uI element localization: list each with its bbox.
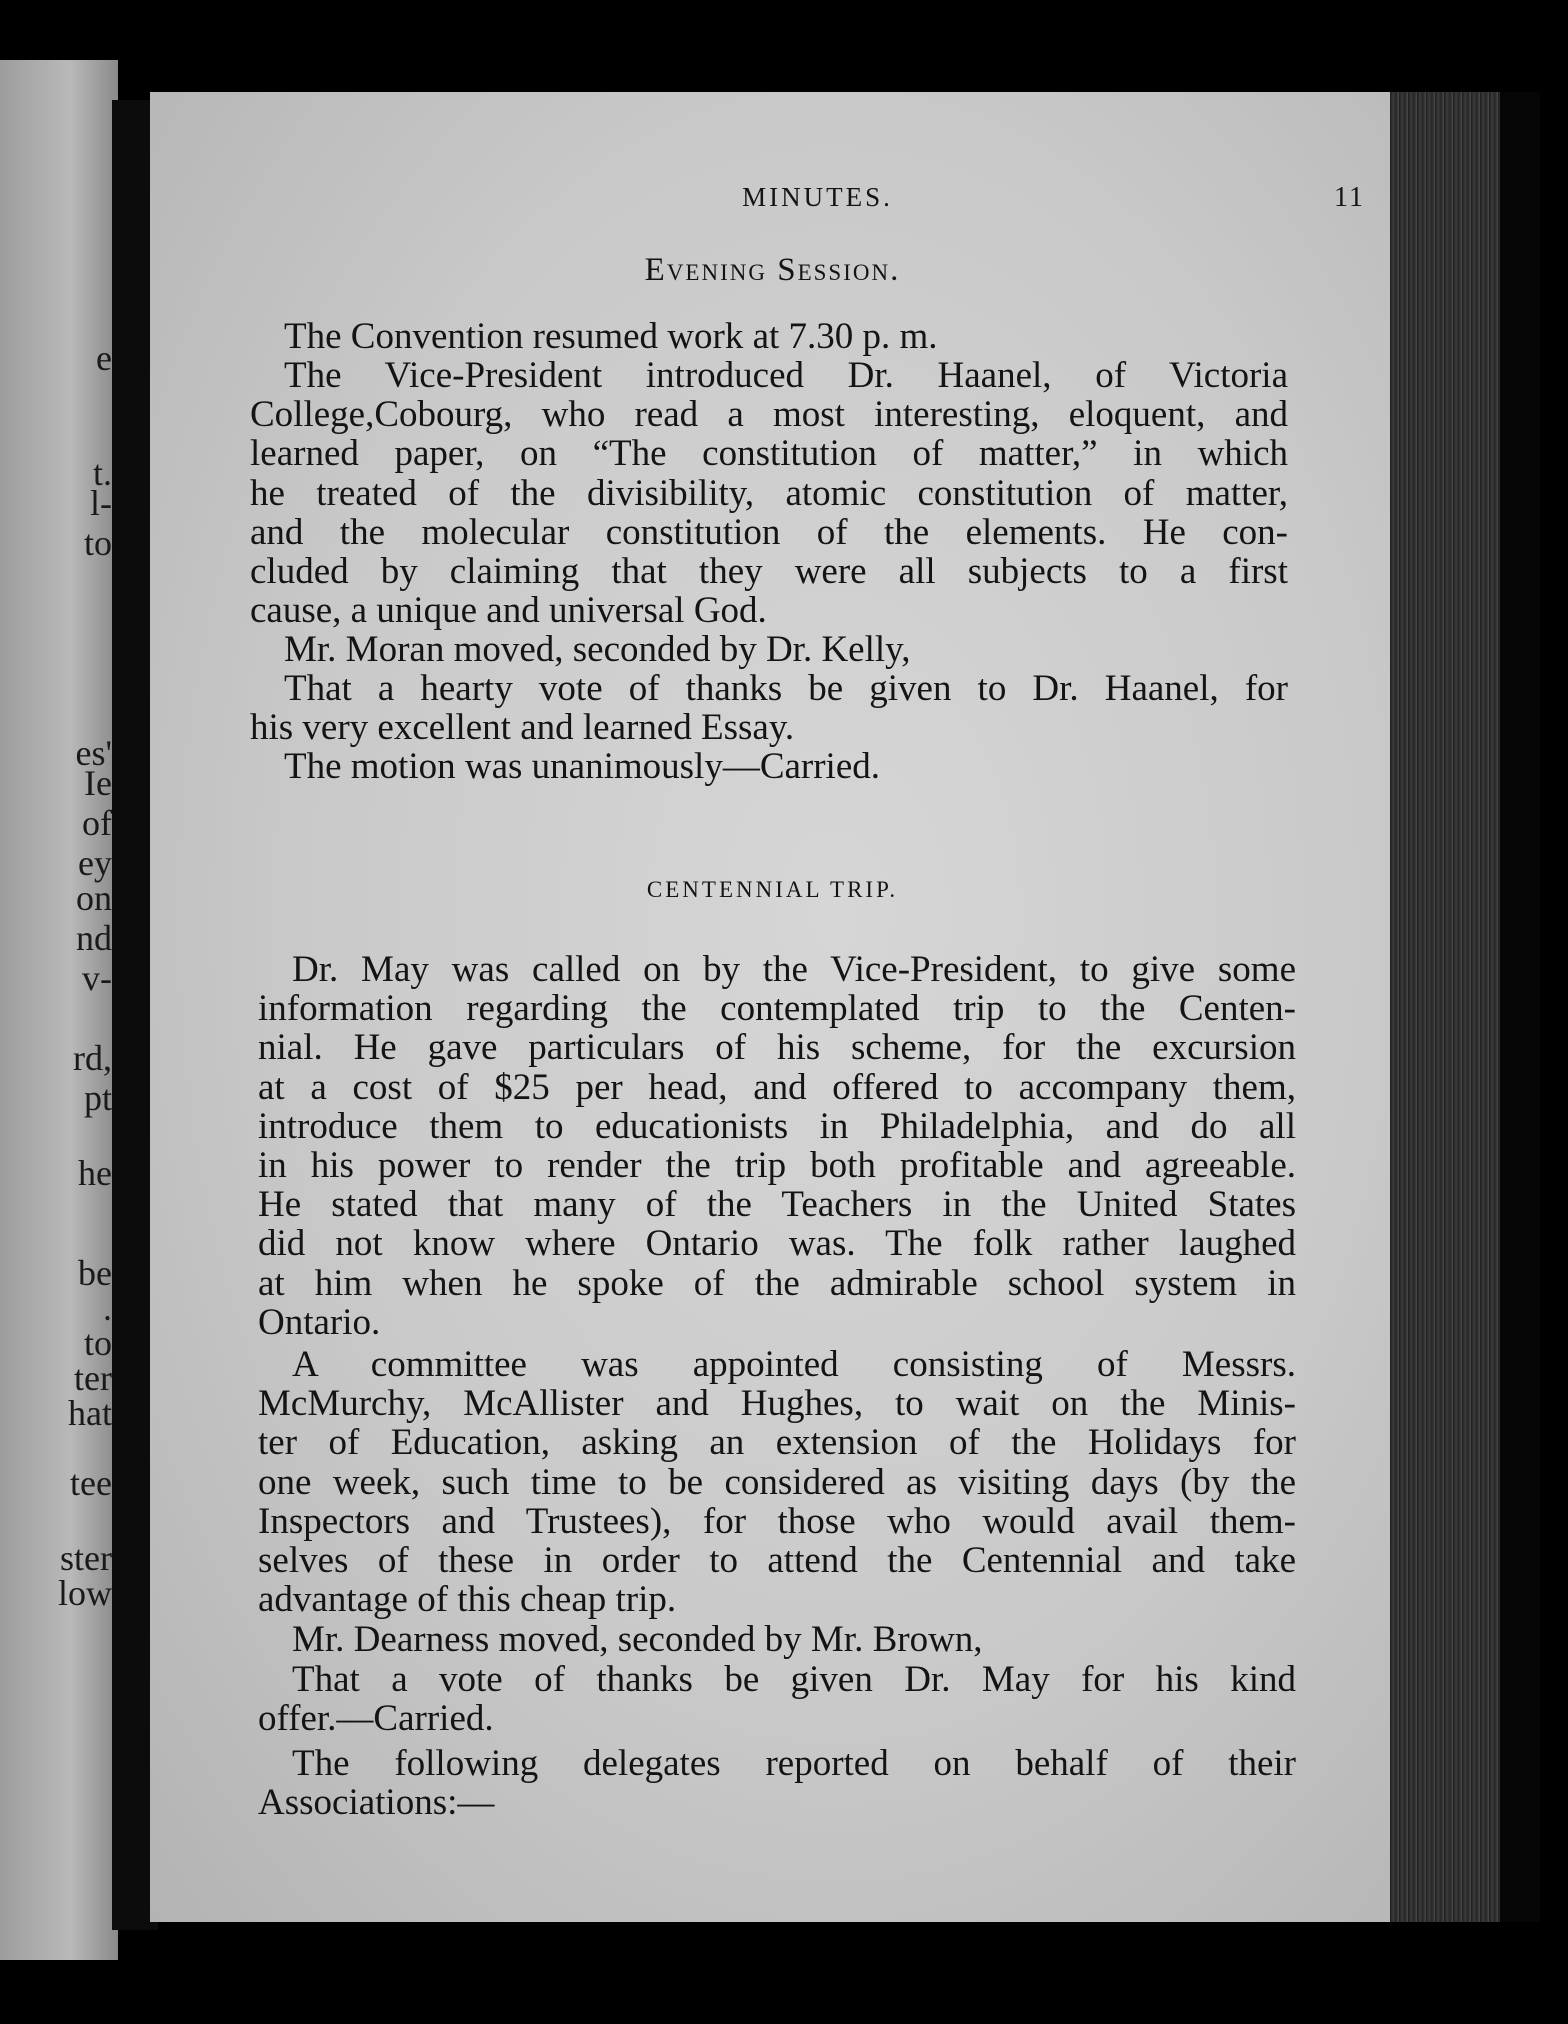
left-page-fragment: he	[78, 1153, 112, 1193]
text-line: Associations:—	[258, 1782, 495, 1824]
text-line: Ontario.	[258, 1301, 381, 1343]
text-line: That a hearty vote of thanks be given to Dr. Haanel, for	[284, 668, 1288, 709]
text-line: selves of these in order to attend the Centennial and take	[258, 1539, 1296, 1581]
text-line: cluded by claiming that they were all subjects to a first	[250, 550, 1288, 592]
section-heading-centennial: CENTENNIAL TRIP.	[646, 877, 899, 902]
paragraph	[258, 1660, 1296, 1738]
text-line: at a cost of $25 per head, and offered to accompany them,	[258, 1066, 1296, 1108]
text-line: he treated of the divisibility, atomic constitution of matter,	[250, 472, 1288, 514]
text-line: The Vice-President introduced Dr. Haanel, of Victoria	[284, 355, 1288, 396]
text-line: one week, such time to be considered as visiting days (by the	[258, 1461, 1296, 1503]
text-line: Inspectors and Trustees), for those who would avail them-	[258, 1500, 1296, 1542]
book-page	[150, 92, 1395, 1922]
left-page-fragment: hat	[68, 1393, 112, 1433]
paragraph	[258, 1620, 1296, 1659]
left-page-fragment: to	[83, 523, 112, 563]
text-line: offer.—Carried.	[258, 1698, 494, 1740]
left-page-fragment: be	[78, 1253, 112, 1293]
text-line: his very excellent and learned Essay.	[250, 707, 795, 749]
text-line: information regarding the contemplated trip to the Centen-	[258, 988, 1296, 1030]
text-line: A committee was appointed consisting of Messrs.	[292, 1344, 1296, 1385]
left-facing-page	[0, 60, 118, 1960]
left-page-fragment: l-	[90, 483, 112, 523]
text-line: ter of Education, asking an extension of the Holidays for	[258, 1422, 1296, 1464]
text-line: and the molecular constitution of the elements. He con-	[250, 511, 1288, 553]
paragraph	[250, 630, 1288, 669]
text-line: advantage of this cheap trip.	[258, 1579, 677, 1621]
text-line: College,Cobourg, who read a most interesting, eloquent, and	[250, 394, 1288, 436]
left-page-fragment: ster	[60, 1538, 112, 1578]
text-line: That a vote of thanks be given Dr. May for his kind	[292, 1659, 1296, 1700]
left-page-fragment: e	[96, 338, 112, 378]
left-page-fragment: tee	[70, 1463, 112, 1503]
left-page-fragment: low	[58, 1573, 112, 1613]
page-number: 11	[1334, 182, 1365, 213]
left-page-fragment: on	[76, 878, 112, 918]
text-line: Dr. May was called on by the Vice-President, to give some	[292, 949, 1296, 990]
text-line: The Convention resumed work at 7.30 p. m.	[284, 316, 938, 357]
left-page-fragment: t.	[92, 453, 112, 493]
text-line: at him when he spoke of the admirable school system in	[258, 1262, 1296, 1304]
text-line: nial. He gave particulars of his scheme, for the excursion	[258, 1027, 1296, 1069]
left-page-fragment: es'	[75, 733, 112, 773]
text-line: McMurchy, McAllister and Hughes, to wait on the Minis-	[258, 1383, 1296, 1425]
paragraph	[250, 356, 1288, 630]
text-line: Mr. Moran moved, seconded by Dr. Kelly,	[284, 629, 911, 670]
text-line: in his power to render the trip both profitable and agreeable.	[258, 1144, 1296, 1186]
paragraph	[258, 1345, 1296, 1619]
left-page-fragment: nd	[76, 918, 112, 958]
paragraph	[258, 1744, 1296, 1822]
text-line: learned paper, on “The constitution of matter,” in which	[250, 433, 1288, 475]
text-line: He stated that many of the Teachers in the United States	[258, 1184, 1296, 1226]
left-page-fragment: of	[82, 803, 112, 843]
paragraph	[250, 747, 1288, 786]
left-page-fragment: rd,	[73, 1038, 112, 1078]
left-page-fragment: ey	[78, 843, 112, 883]
left-page-fragment: pt	[83, 1078, 112, 1118]
left-page-fragment: .	[103, 1288, 112, 1328]
text-line: The motion was unanimously—Carried.	[284, 746, 881, 787]
section-heading-evening: Evening Session.	[644, 252, 901, 288]
text-line: The following delegates reported on behalf of their	[292, 1743, 1296, 1784]
running-head	[250, 182, 1385, 222]
left-page-fragment: Ie	[84, 763, 112, 803]
left-page-fragment: to	[83, 1323, 112, 1363]
page-edge-stack	[1390, 92, 1540, 1922]
running-title: MINUTES.	[742, 182, 893, 212]
paragraph	[258, 950, 1296, 1342]
left-page-fragment: v-	[82, 958, 112, 998]
paragraph	[250, 317, 1288, 356]
text-line: Mr. Dearness moved, seconded by Mr. Brown,	[292, 1619, 983, 1660]
left-page-fragment: ter	[74, 1358, 112, 1398]
text-line: introduce them to educationists in Philadelphia, and do all	[258, 1105, 1296, 1147]
paragraph	[250, 669, 1288, 747]
text-line: did not know where Ontario was. The folk rather laughed	[258, 1223, 1296, 1265]
text-line: cause, a unique and universal God.	[250, 590, 767, 632]
